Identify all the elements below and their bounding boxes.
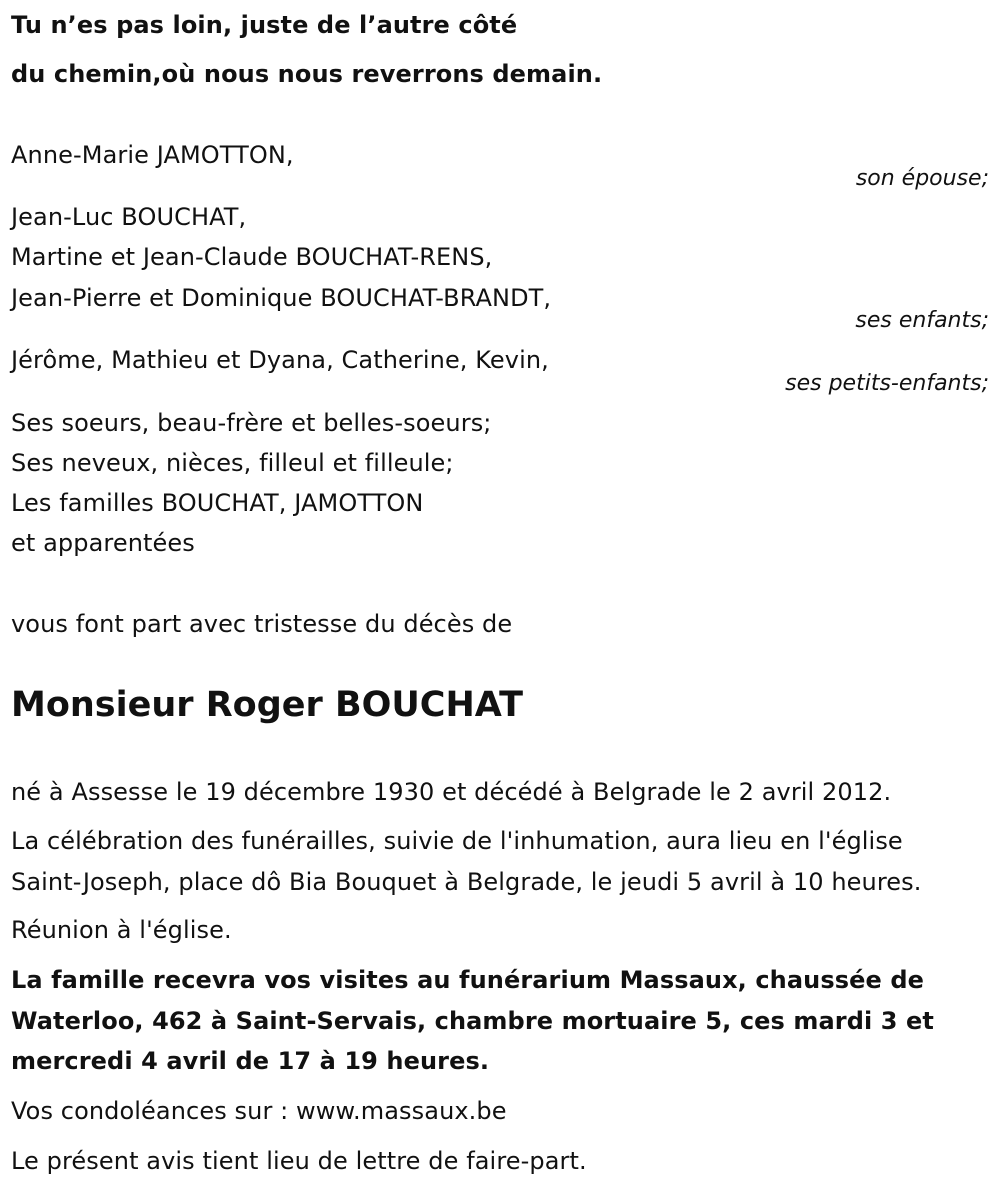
notice: Le présent avis tient lieu de lettre de faire-part.	[11, 1147, 587, 1175]
ceremony-line-1: La célébration des funérailles, suivie de l'inhumation, aura lieu en l'église	[11, 827, 903, 855]
birth-death: né à Assesse le 19 décembre 1930 et décédé à Belgrade le 2 avril 2012.	[11, 778, 892, 806]
spouse-name: Anne-Marie JAMOTTON,	[11, 141, 294, 169]
visits-line-3: mercredi 4 avril de 17 à 19 heures.	[11, 1047, 490, 1075]
spouse-role: son épouse;	[855, 166, 989, 191]
child-name-3: Jean-Pierre et Dominique BOUCHAT-BRANDT,	[11, 284, 552, 312]
family-line-1: Ses soeurs, beau-frère et belles-soeurs;	[11, 409, 492, 437]
meeting-place: Réunion à l'église.	[11, 916, 232, 944]
family-line-2: Ses neveux, nièces, filleul et filleule;	[11, 449, 454, 477]
grandchildren-role: ses petits-enfants;	[785, 371, 989, 396]
deceased-name: Monsieur Roger BOUCHAT	[11, 685, 524, 725]
grandchildren-names: Jérôme, Mathieu et Dyana, Catherine, Kevin,	[11, 346, 549, 374]
child-name-2: Martine et Jean-Claude BOUCHAT-RENS,	[11, 243, 493, 271]
condolences: Vos condoléances sur : www.massaux.be	[11, 1097, 507, 1125]
quote-line-2: du chemin,où nous nous reverrons demain.	[11, 60, 603, 88]
child-name-1: Jean-Luc BOUCHAT,	[11, 203, 247, 231]
visits-line-1: La famille recevra vos visites au funérarium Massaux, chaussée de	[11, 966, 924, 994]
family-line-4: et apparentées	[11, 529, 195, 557]
quote-line-1: Tu n’es pas loin, juste de l’autre côté	[11, 11, 518, 39]
children-role: ses enfants;	[855, 308, 989, 333]
announcement: vous font part avec tristesse du décès de	[11, 610, 513, 638]
visits-line-2: Waterloo, 462 à Saint-Servais, chambre mortuaire 5, ces mardi 3 et	[11, 1007, 934, 1035]
family-line-3: Les familles BOUCHAT, JAMOTTON	[11, 489, 424, 517]
ceremony-line-2: Saint-Joseph, place dô Bia Bouquet à Belgrade, le jeudi 5 avril à 10 heures.	[11, 868, 922, 896]
